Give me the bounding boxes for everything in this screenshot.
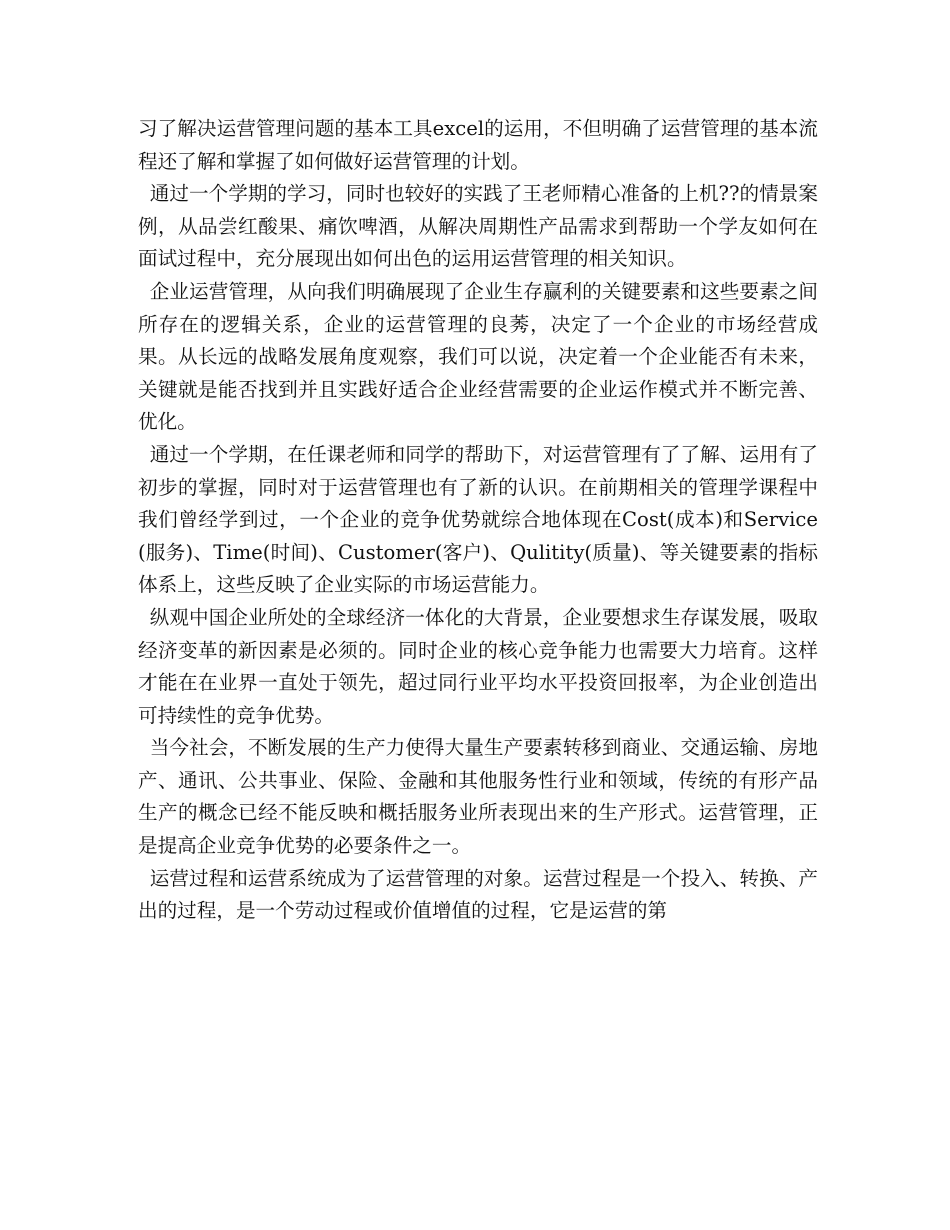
paragraph-1: 习了解决运营管理问题的基本工具excel的运用，不但明确了运营管理的基本流程还了解和掌握了如何做好运营管理的计划。 xyxy=(138,117,818,173)
paragraph-2: 通过一个学期的学习，同时也较好的实践了王老师精心准备的上机??的情景案例，从品尝红酸果、痛饮啤酒，从解决周期性产品需求到帮助一个学友如何在面试过程中，充分展现出如何出色的运用运营管理的相关知识。 xyxy=(138,182,818,271)
paragraph-7: 运营过程和运营系统成为了运营管理的对象。运营过程是一个投入、转换、产出的过程，是一个劳动过程或价值增值的过程，它是运营的第 xyxy=(138,866,818,923)
paragraph-6: 当今社会，不断发展的生产力使得大量生产要素转移到商业、交通运输、房地产、通讯、公共事业、保险、金融和其他服务性行业和领域，传统的有形产品生产的概念已经不能反映和概括服务业所表现出来的生产形式。运营管理，正是提高企业竞争优势的必要条件之一。 xyxy=(138,736,818,858)
document-page xyxy=(138,113,818,928)
paragraph-4: 通过一个学期，在任课老师和同学的帮助下，对运营管理有了了解、运用有了初步的掌握，同时对于运营管理也有了新的认识。在前期相关的管理学课程中我们曾经学到过，一个企业的竞争优势就综合地体现在Cost(成本)和Service(服务)、Time(时间)、Customer(客户)、Qulitity(质量)、等关键要素的指标体系上，这些反映了企业实际的市场运营能力。 xyxy=(138,442,818,597)
paragraph-5: 纵观中国企业所处的全球经济一体化的大背景，企业要想求生存谋发展，吸取经济变革的新因素是必须的。同时企业的核心竞争能力也需要大力培育。这样才能在在业界一直处于领先，超过同行业平均水平投资回报率，为企业创造出可持续性的竞争优势。 xyxy=(138,605,818,727)
paragraph-3: 企业运营管理，从向我们明确展现了企业生存赢利的关键要素和这些要素之间所存在的逻辑关系，企业的运营管理的良莠，决定了一个企业的市场经营成果。从长远的战略发展角度观察，我们可以说，决定着一个企业能否有未来，关键就是能否找到并且实践好适合企业经营需要的企业运作模式并不断完善、优化。 xyxy=(138,279,818,434)
